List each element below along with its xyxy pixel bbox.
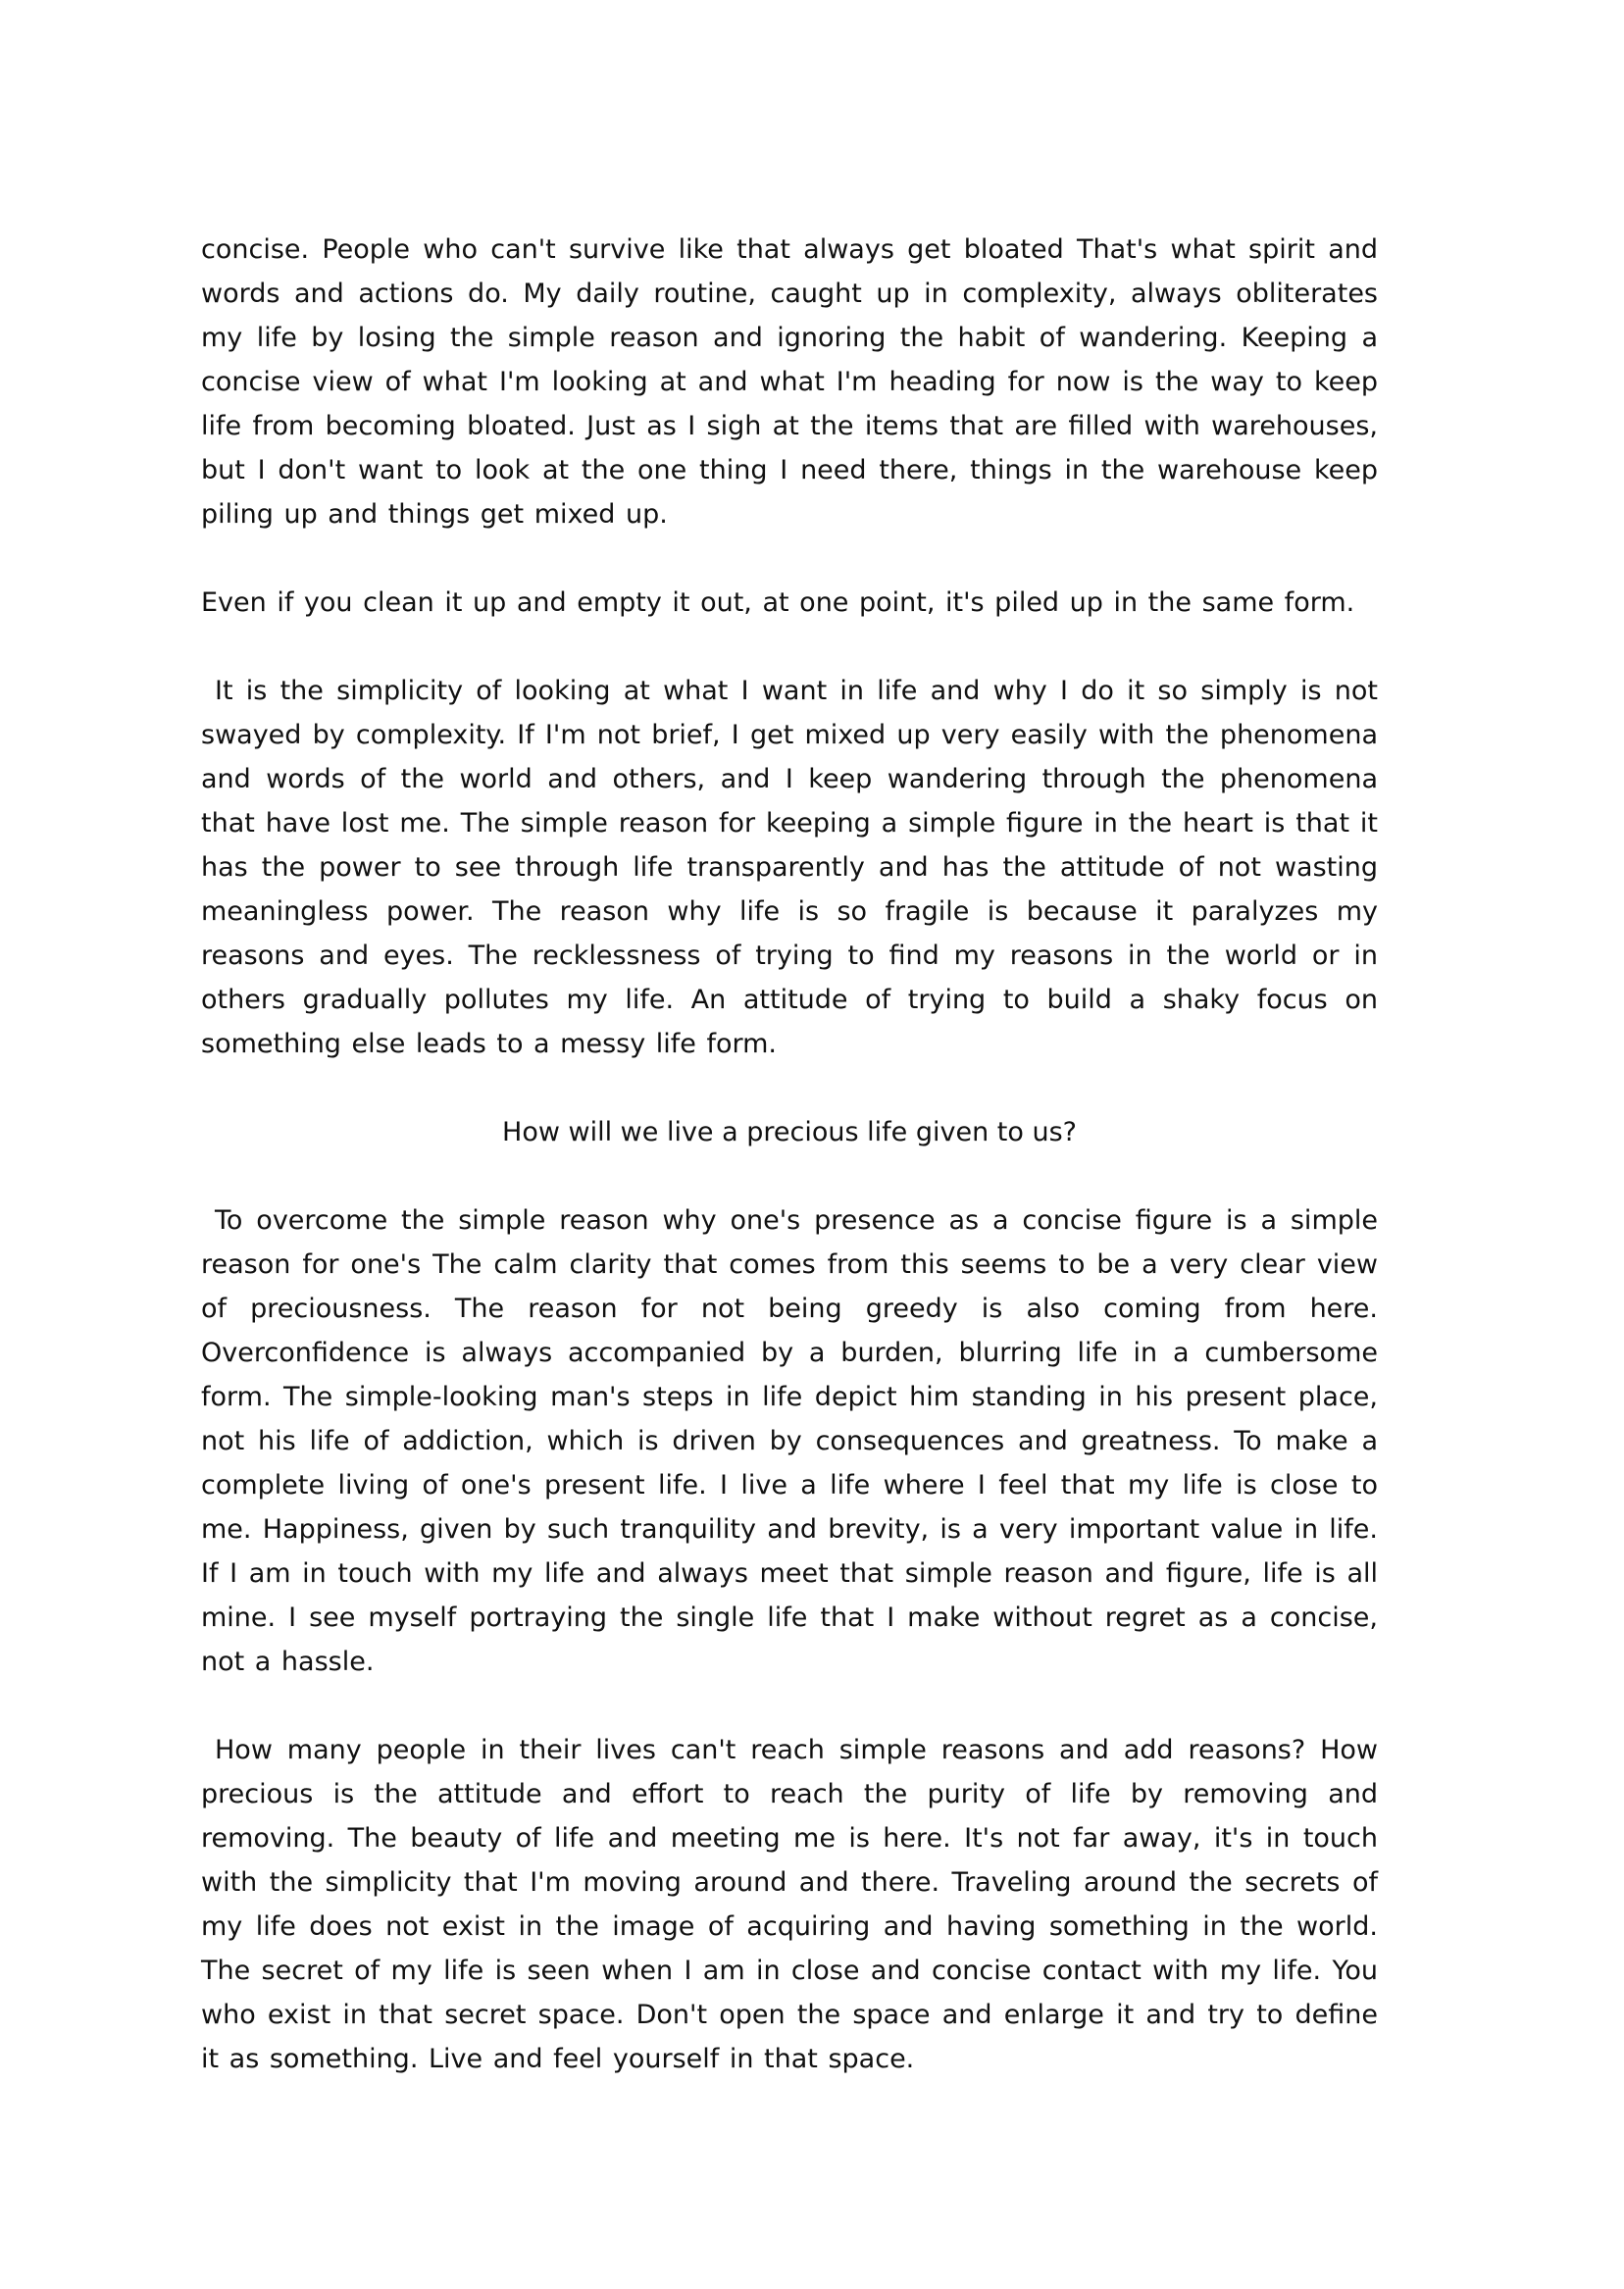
paragraph-2: Even if you clean it up and empty it out, at one point, it's piled up in the same form. [201, 587, 1355, 618]
paragraph-1: concise. People who can't survive like that always get bloated That's what spirit and words and actions do. My daily routine, caught up in complexity, always obliterates my life by losing the simple reason and ignoring the habit of wandering. Keeping a concise view of what I'm looking at and what I'm heading for now is the way to keep life from becoming bloated. Just as I sigh at the items that are filled with warehouses, but I don't want to look at the one thing I need there, things in the warehouse keep piling up and things get mixed up. [201, 234, 1378, 530]
section-heading: How will we live a precious life given to us? [502, 1117, 1077, 1147]
paragraph-3: It is the simplicity of looking at what I want in life and why I do it so simply is not swayed by complexity. If I'm not brief, I get mixed up very easily with the phenomena and words of the world and others, and I keep wandering through the phenomena that have lost me. The simple reason for keeping a simple figure in the heart is that it has the power to see through life transparently and has the attitude of not wasting meaningless power. The reason why life is so fragile is because it paralyzes my reasons and eyes. The recklessness of trying to find my reasons in the world or in others gradually pollutes my life. An attitude of trying to build a shaky focus on something else leads to a messy life form. [201, 676, 1378, 1059]
body-text [201, 228, 1378, 2081]
paragraph-5: How many people in their lives can't reach simple reasons and add reasons? How precious is the attitude and effort to reach the purity of life by removing and removing. The beauty of life and meeting me is here. It's not far away, it's in touch with the simplicity that I'm moving around and there. Traveling around the secrets of my life does not exist in the image of acquiring and having something in the world. The secret of my life is seen when I am in close and concise contact with my life. You who exist in that secret space. Don't open the space and enlarge it and try to define it as something. Live and feel yourself in that space. [201, 1735, 1378, 2074]
paragraph-4: To overcome the simple reason why one's presence as a concise figure is a simple reason for one's The calm clarity that comes from this seems to be a very clear view of preciousness. The reason for not being greedy is also coming from here. Overconfidence is always accompanied by a burden, blurring life in a cumbersome form. The simple-looking man's steps in life depict him standing in his present place, not his life of addiction, which is driven by consequences and greatness. To make a complete living of one's present life. I live a life where I feel that my life is close to me. Happiness, given by such tranquility and brevity, is a very important value in life. If I am in touch with my life and always meet that simple reason and figure, life is all mine. I see myself portraying the single life that I make without regret as a concise, not a hassle. [201, 1205, 1378, 1677]
